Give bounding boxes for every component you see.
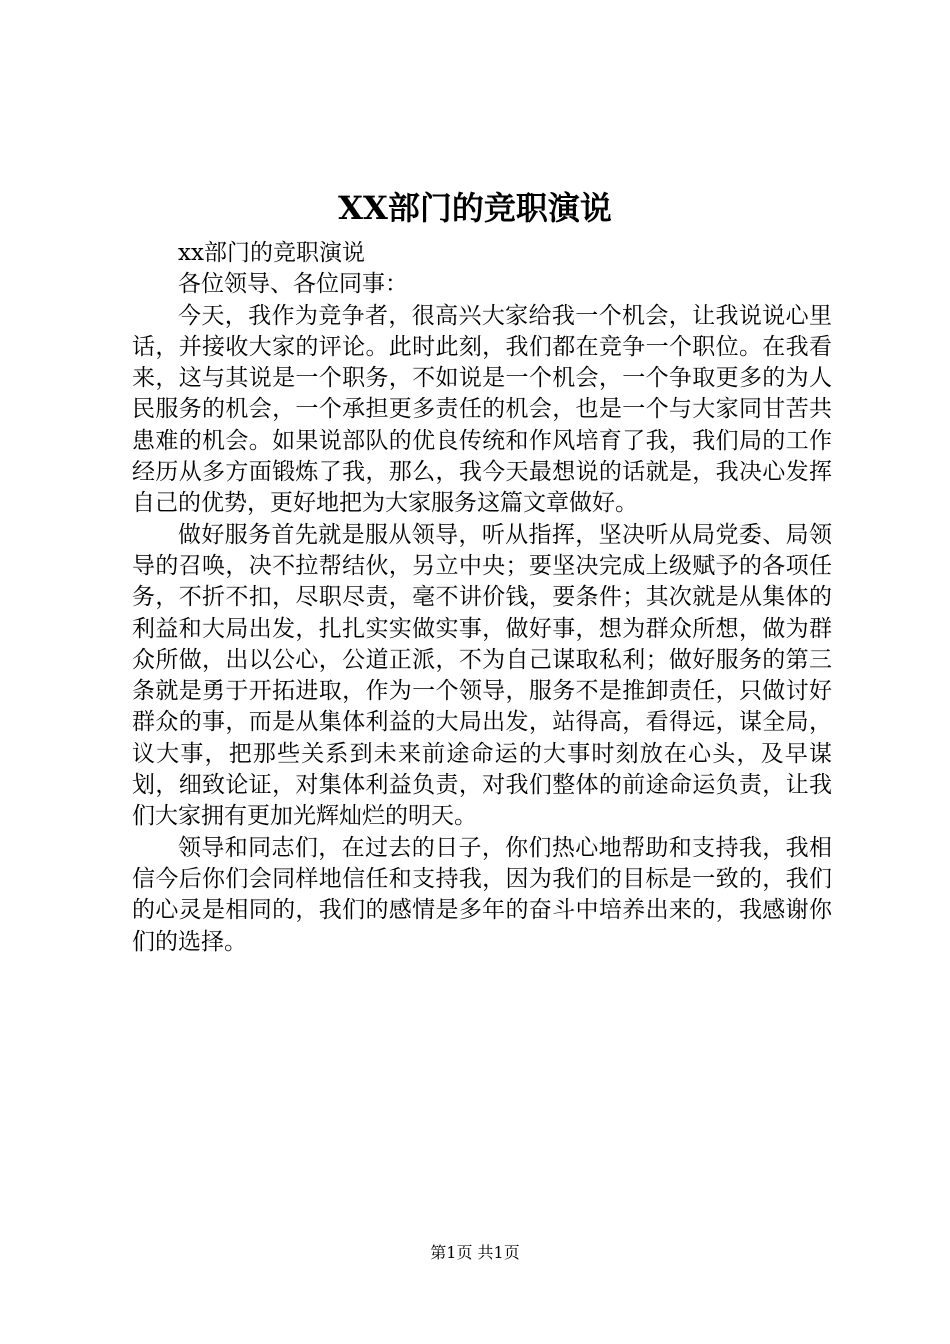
paragraph-body-1: 今天，我作为竞争者，很高兴大家给我一个机会，让我说说心里话，并接收大家的评论。此时此刻，我们都在竞争一个职位。在我看来，这与其说是一个职务，不如说是一个机会，一个争取更多的为人民服务的机会，一个承担更多责任的机会，也是一个与大家同甘苦共患难的机会。如果说部队的优良传统和作风培育了我，我们局的工作经历从多方面锻炼了我，那么，我今天最想说的话就是，我决心发挥自己的优势，更好地把为大家服务这篇文章做好。 bbox=[132, 302, 832, 517]
paragraph-body-2: 做好服务首先就是服从领导，听从指挥，坚决听从局党委、局领导的召唤，决不拉帮结伙，另立中央；要坚决完成上级赋予的各项任务，不折不扣，尽职尽责，毫不讲价钱，要条件；其次就是从集体的利益和大局出发，扎扎实实做实事，做好事，想为群众所想，做为群众所做，出以公心，公道正派，不为自己谋取私利；做好服务的第三条就是勇于开拓进取，作为一个领导，服务不是推卸责任，只做讨好群众的事，而是从集体利益的大局出发，站得高，看得远，谋全局，议大事，把那些关系到未来前途命运的大事时刻放在心头，及早谋划，细致论证，对集体利益负责，对我们整体的前途命运负责，让我们大家拥有更加光辉灿烂的明天。 bbox=[132, 521, 832, 830]
document-title: XX部门的竞职演说 bbox=[338, 189, 612, 227]
document-body bbox=[132, 238, 832, 958]
paragraph-body-3: 领导和同志们，在过去的日子，你们热心地帮助和支持我，我相信今后你们会同样地信任和支持我，因为我们的目标是一致的，我们的心灵是相同的，我们的感情是多年的奋斗中培养出来的，我感谢你们的选择。 bbox=[132, 834, 832, 955]
paragraph-salutation: 各位领导、各位同事： bbox=[178, 271, 408, 298]
paragraph-subtitle: xx部门的竞职演说 bbox=[178, 240, 365, 266]
page-footer: 第1页 共1页 bbox=[430, 1243, 520, 1262]
